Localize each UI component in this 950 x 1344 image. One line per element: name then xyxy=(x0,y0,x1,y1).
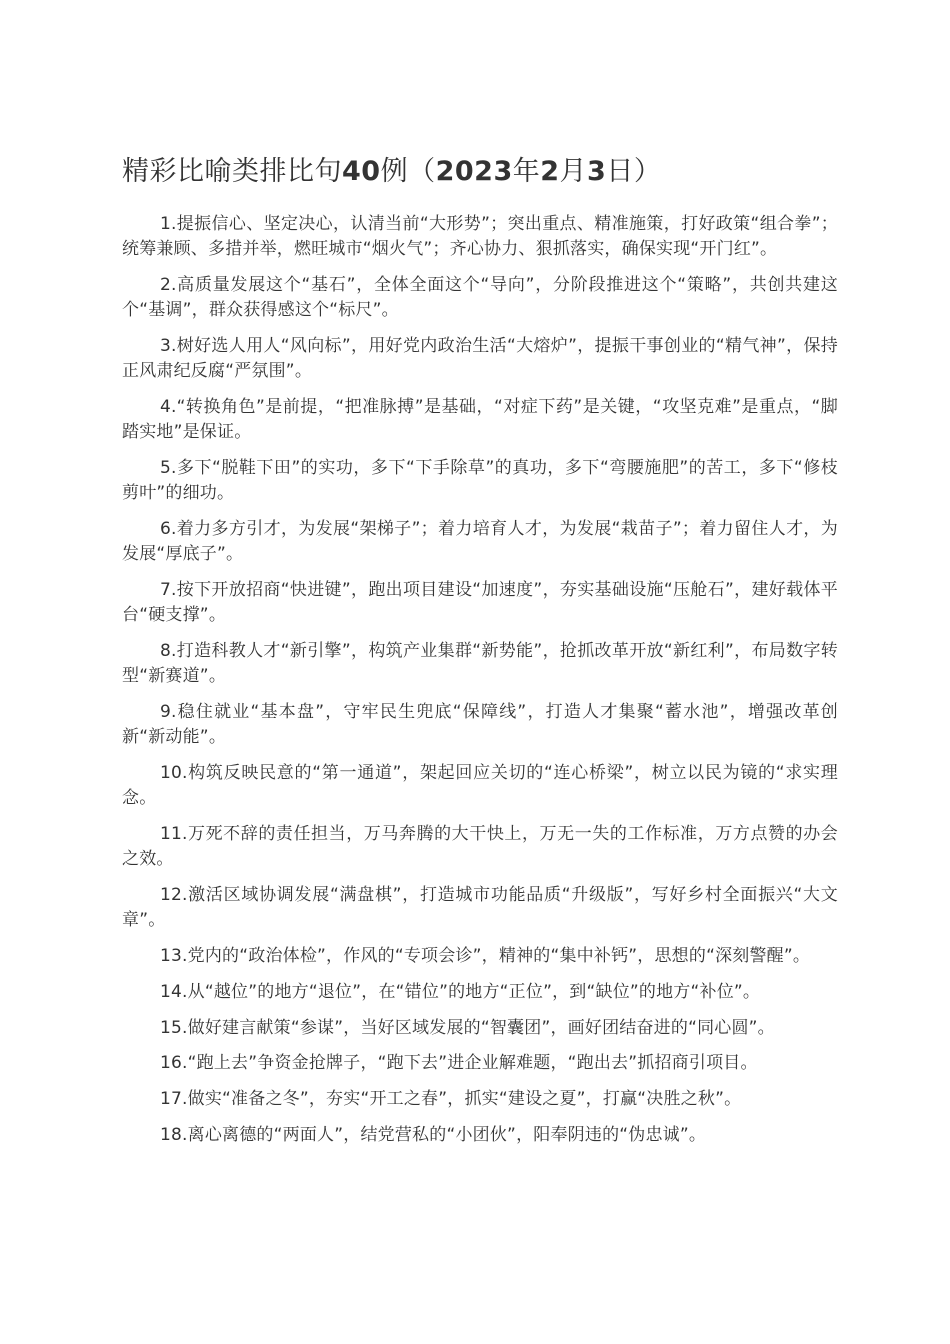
paragraph-6: 6.着力多方引才，为发展“架梯子”；着力培育人才，为发展“栽苗子”；着力留住人才，为发展“厚底子”。 xyxy=(122,519,838,565)
title-text-1: 精彩比喻类排比句 xyxy=(122,156,342,187)
title-month: 2 xyxy=(540,156,560,187)
title-year-unit: 年 xyxy=(512,156,541,187)
title-day-unit: 日） xyxy=(606,156,662,187)
document-page xyxy=(122,150,838,1159)
title-text-2: 例（ xyxy=(380,156,436,187)
paragraph-10: 10.构筑反映民意的“第一通道”，架起回应关切的“连心桥梁”，树立以民为镜的“求实理念。 xyxy=(122,763,838,809)
title-month-unit: 月 xyxy=(559,156,588,187)
paragraph-2: 2.高质量发展这个“基石”，全体全面这个“导向”，分阶段推进这个“策略”，共创共建这个“基调”，群众获得感这个“标尺”。 xyxy=(122,275,838,321)
paragraph-8: 8.打造科教人才“新引擎”，构筑产业集群“新势能”，抢抓改革开放“新红利”，布局数字转型“新赛道”。 xyxy=(122,641,838,687)
paragraph-15: 15.做好建言献策“参谋”，当好区域发展的“智囊团”，画好团结奋进的“同心圆”。 xyxy=(160,1017,775,1038)
paragraph-11: 11.万死不辞的责任担当，万马奔腾的大干快上，万无一失的工作标准，万方点赞的办会之效。 xyxy=(122,824,838,870)
paragraph-16: 16.“跑上去”争资金抢牌子，“跑下去”进企业解难题，“跑出去”抓招商引项目。 xyxy=(160,1053,758,1074)
paragraph-17: 17.做实“准备之冬”，夯实“开工之春”，抓实“建设之夏”，打赢“决胜之秋”。 xyxy=(160,1089,742,1110)
paragraph-4: 4.“转换角色”是前提，“把准脉搏”是基础，“对症下药”是关键，“攻坚克难”是重点，“脚踏实地”是保证。 xyxy=(122,397,838,443)
paragraph-9: 9.稳住就业“基本盘”，守牢民生兜底“保障线”，打造人才集聚“蓄水池”，增强改革创新“新动能”。 xyxy=(122,702,838,748)
paragraph-3: 3.树好选人用人“风向标”，用好党内政治生活“大熔炉”，提振干事创业的“精气神”，保持正风肃纪反腐“严氛围”。 xyxy=(122,336,838,382)
title-day: 3 xyxy=(587,156,607,187)
document-title xyxy=(122,150,838,194)
title-year: 2023 xyxy=(435,156,513,187)
paragraph-5: 5.多下“脱鞋下田”的实功，多下“下手除草”的真功，多下“弯腰施肥”的苦工，多下“修枝剪叶”的细功。 xyxy=(122,458,838,504)
paragraph-1: 1.提振信心、坚定决心，认清当前“大形势”；突出重点、精准施策，打好政策“组合拳”；统筹兼顾、多措并举，燃旺城市“烟火气”；齐心协力、狠抓落实，确保实现“开门红”。 xyxy=(122,214,838,260)
paragraph-14: 14.从“越位”的地方“退位”，在“错位”的地方“正位”，到“缺位”的地方“补位”。 xyxy=(160,981,761,1002)
paragraph-13: 13.党内的“政治体检”，作风的“专项会诊”，精神的“集中补钙”，思想的“深刻警醒”。 xyxy=(160,946,811,966)
paragraph-18: 18.离心离德的“两面人”，结党营私的“小团伙”，阳奉阴违的“伪忠诚”。 xyxy=(160,1124,707,1145)
title-number-count: 40 xyxy=(342,156,381,187)
paragraph-7: 7.按下开放招商“快进键”，跑出项目建设“加速度”，夯实基础设施“压舱石”，建好载体平台“硬支撑”。 xyxy=(122,580,838,626)
paragraph-12: 12.激活区域协调发展“满盘棋”，打造城市功能品质“升级版”，写好乡村全面振兴“大文章”。 xyxy=(122,885,838,931)
